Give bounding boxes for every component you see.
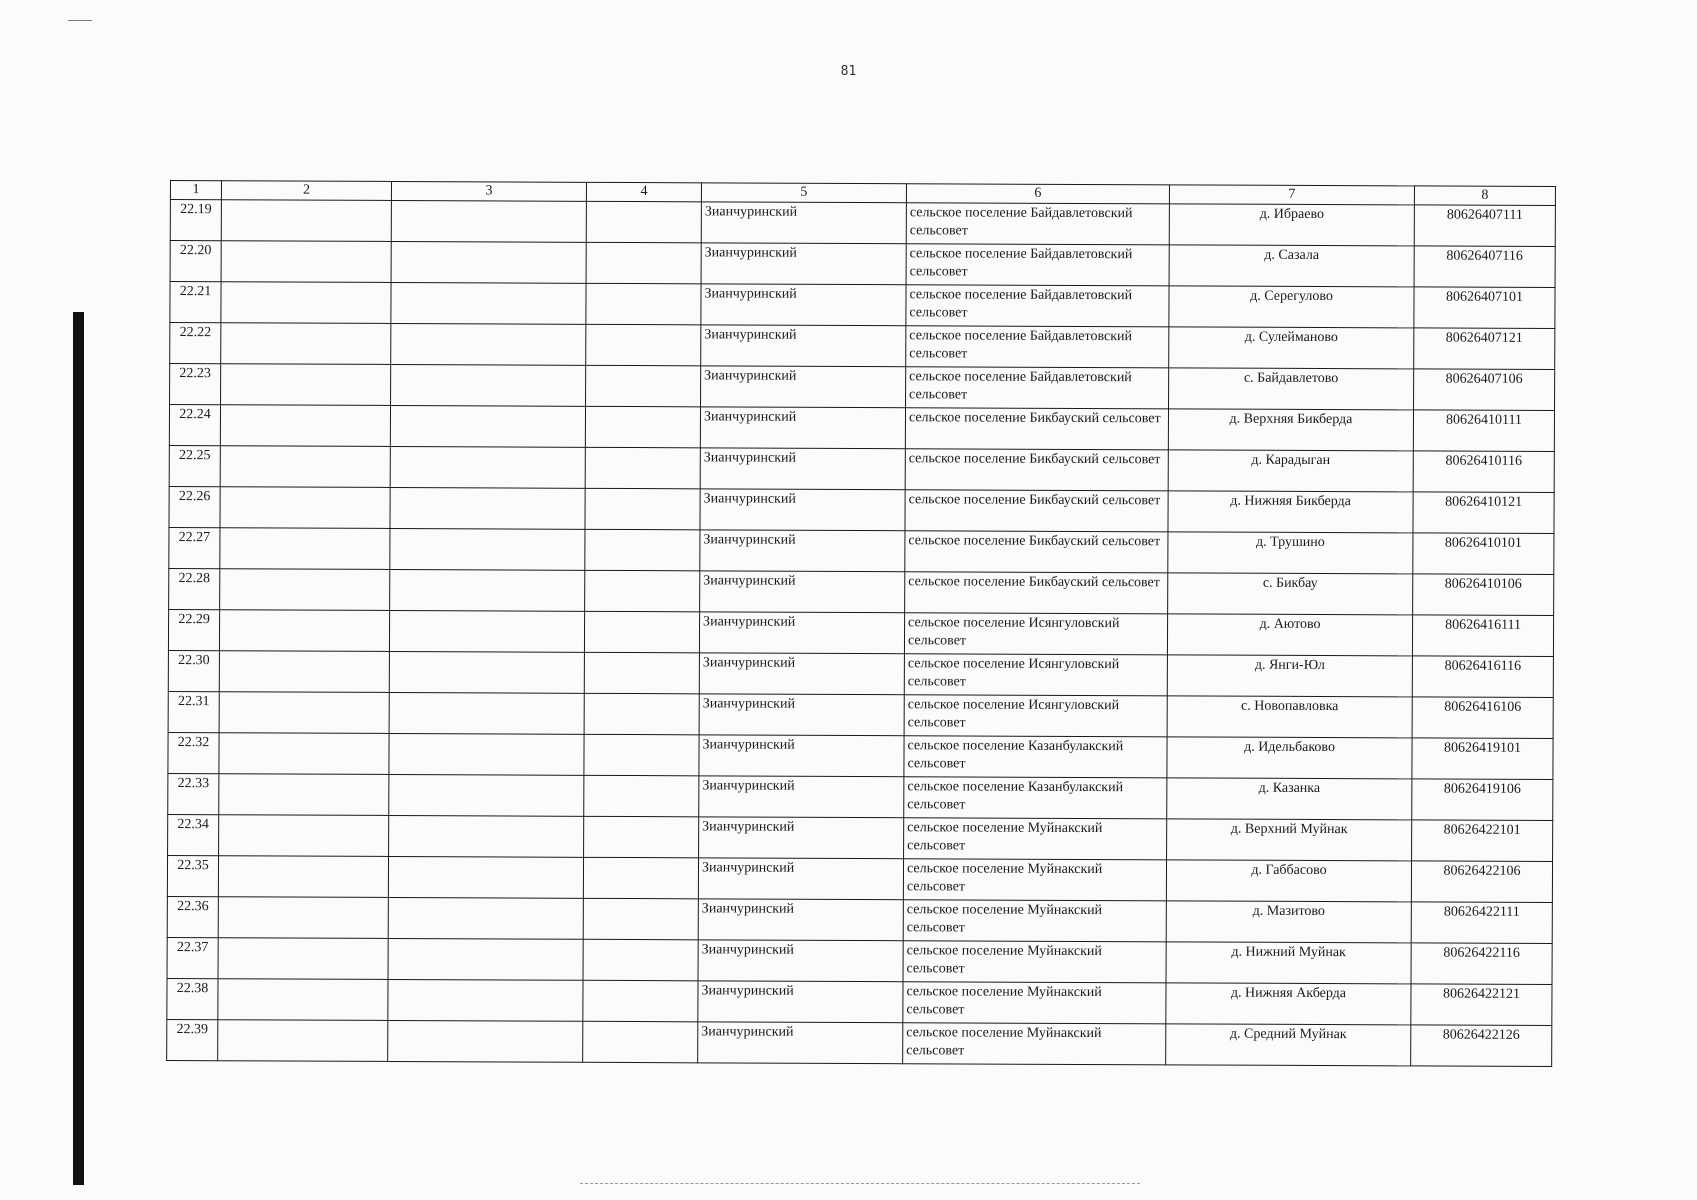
cell-col-4 <box>586 242 701 284</box>
settlement-cell: сельское поселение Байдавлетовский сельсовет <box>906 326 1169 368</box>
cell-col-2 <box>219 733 389 775</box>
cell-col-2 <box>219 692 389 734</box>
locality-cell: д. Трушино <box>1168 532 1413 574</box>
locality-cell: д. Мазитово <box>1166 901 1411 943</box>
oktmo-code-cell: 80626416116 <box>1412 656 1553 698</box>
row-number: 22.25 <box>169 445 220 486</box>
district-cell: Зианчуринский <box>701 325 906 367</box>
row-number: 22.33 <box>168 773 219 814</box>
settlement-cell: сельское поселение Байдавлетовский сельсовет <box>906 285 1169 327</box>
cell-col-4 <box>583 1021 698 1063</box>
table-row <box>168 650 1553 697</box>
cell-col-2 <box>220 405 390 447</box>
cell-col-4 <box>585 447 700 489</box>
cell-col-4 <box>586 365 701 407</box>
settlement-cell: сельское поселение Бикбауский сельсовет <box>905 531 1168 573</box>
column-header: 7 <box>1169 185 1414 205</box>
oktmo-code-cell: 80626422106 <box>1411 861 1552 903</box>
district-cell: Зианчуринский <box>701 284 906 326</box>
row-number: 22.29 <box>168 609 219 650</box>
district-cell: Зианчуринский <box>700 407 905 449</box>
row-number: 22.37 <box>167 937 218 978</box>
settlement-cell: сельское поселение Муйнакский сельсовет <box>903 859 1166 901</box>
table-row <box>170 282 1555 329</box>
locality-cell: с. Новопавловка <box>1167 696 1412 738</box>
locality-cell: д. Нижний Муйнак <box>1166 942 1411 984</box>
cell-col-3 <box>391 241 586 283</box>
settlement-cell: сельское поселение Бикбауский сельсовет <box>905 449 1168 491</box>
row-number: 22.26 <box>169 486 220 527</box>
row-number: 22.31 <box>168 691 219 732</box>
row-number: 22.21 <box>170 282 221 323</box>
table-row <box>170 241 1555 288</box>
oktmo-code-cell: 80626410121 <box>1413 492 1554 534</box>
table-row <box>167 1019 1552 1066</box>
cell-col-3 <box>391 364 586 406</box>
table-row <box>167 896 1552 943</box>
cell-col-3 <box>388 938 583 980</box>
cell-col-3 <box>389 692 584 734</box>
locality-cell: д. Идельбаково <box>1167 737 1412 779</box>
cell-col-3 <box>389 733 584 775</box>
district-cell: Зианчуринский <box>700 571 905 613</box>
oktmo-code-cell: 80626407101 <box>1414 287 1555 329</box>
cell-col-4 <box>586 201 701 243</box>
settlement-cell: сельское поселение Бикбауский сельсовет <box>905 408 1168 450</box>
district-cell: Зианчуринский <box>699 817 904 859</box>
cell-col-4 <box>584 734 699 776</box>
table-row <box>167 937 1552 984</box>
row-number: 22.19 <box>170 200 221 241</box>
row-number: 22.28 <box>169 568 220 609</box>
locality-cell: д. Янги-Юл <box>1167 655 1412 697</box>
cell-col-3 <box>389 815 584 857</box>
cell-col-3 <box>388 856 583 898</box>
cell-col-3 <box>389 774 584 816</box>
locality-cell: д. Сулейманово <box>1169 327 1414 369</box>
oktmo-code-cell: 80626410101 <box>1413 533 1554 575</box>
oktmo-code-cell: 80626422121 <box>1411 984 1552 1026</box>
table-row <box>169 527 1554 574</box>
scan-edge-shadow <box>73 312 84 1185</box>
table-row <box>170 323 1555 370</box>
cell-col-3 <box>391 282 586 324</box>
locality-cell: д. Аютово <box>1167 614 1412 656</box>
column-header: 1 <box>170 181 221 200</box>
cell-col-2 <box>221 241 391 283</box>
district-cell: Зианчуринский <box>698 981 903 1023</box>
district-cell: Зианчуринский <box>698 858 903 900</box>
settlement-cell: сельское поселение Муйнакский сельсовет <box>903 900 1166 942</box>
cell-col-3 <box>391 323 586 365</box>
locality-cell: д. Габбасово <box>1166 860 1411 902</box>
cell-col-4 <box>585 488 700 530</box>
cell-col-4 <box>585 570 700 612</box>
locality-cell: д. Ибраево <box>1169 204 1414 246</box>
district-cell: Зианчуринский <box>701 366 906 408</box>
cell-col-2 <box>219 610 389 652</box>
cell-col-2 <box>220 528 390 570</box>
row-number: 22.27 <box>169 527 220 568</box>
oktmo-code-cell: 80626407116 <box>1414 246 1555 288</box>
cell-col-3 <box>389 610 584 652</box>
table-row <box>170 364 1555 411</box>
cell-col-4 <box>583 980 698 1022</box>
locality-cell: д. Казанка <box>1167 778 1412 820</box>
cell-col-2 <box>221 200 391 242</box>
locality-cell: д. Средний Муйнак <box>1166 1024 1411 1066</box>
locality-cell: д. Нижняя Акберда <box>1166 983 1411 1025</box>
cell-col-4 <box>586 324 701 366</box>
column-header: 3 <box>391 181 586 201</box>
oktmo-code-cell: 80626410116 <box>1413 451 1554 493</box>
table-row <box>169 405 1554 452</box>
cell-col-4 <box>584 693 699 735</box>
table-row <box>167 978 1552 1025</box>
settlement-cell: сельское поселение Муйнакский сельсовет <box>903 941 1166 983</box>
cell-col-4 <box>585 529 700 571</box>
oktmo-code-cell: 80626407106 <box>1414 369 1555 411</box>
locality-cell: с. Бикбау <box>1168 573 1413 615</box>
column-header: 4 <box>586 182 701 202</box>
oktmo-code-cell: 80626416111 <box>1412 615 1553 657</box>
page-number: 81 <box>840 64 857 79</box>
district-cell: Зианчуринский <box>698 940 903 982</box>
cell-col-4 <box>584 775 699 817</box>
settlement-cell: сельское поселение Исянгуловский сельсовет <box>904 654 1167 696</box>
district-cell: Зианчуринский <box>699 653 904 695</box>
district-cell: Зианчуринский <box>699 694 904 736</box>
table-row <box>168 814 1553 861</box>
row-number: 22.35 <box>167 855 218 896</box>
settlement-cell: сельское поселение Казанбулакский сельсовет <box>904 777 1167 819</box>
oktmo-code-cell: 80626410106 <box>1413 574 1554 616</box>
cell-col-2 <box>220 569 390 611</box>
cell-col-2 <box>219 815 389 857</box>
table-row <box>168 609 1553 656</box>
row-number: 22.39 <box>167 1019 218 1060</box>
cell-col-4 <box>586 283 701 325</box>
oktmo-code-cell: 80626419106 <box>1412 779 1553 821</box>
locality-cell: д. Верхний Муйнак <box>1167 819 1412 861</box>
table-row <box>168 732 1553 779</box>
table-row <box>168 691 1553 738</box>
column-header: 2 <box>221 181 391 201</box>
cell-col-3 <box>388 1020 583 1062</box>
locality-cell: д. Верхняя Бикберда <box>1168 409 1413 451</box>
table-row <box>169 568 1554 615</box>
cell-col-3 <box>390 405 585 447</box>
settlement-cell: сельское поселение Муйнакский сельсовет <box>903 982 1166 1024</box>
cell-col-2 <box>221 364 391 406</box>
locality-cell: д. Сазала <box>1169 245 1414 287</box>
cell-col-3 <box>391 200 586 242</box>
row-number: 22.38 <box>167 978 218 1019</box>
cell-col-4 <box>584 611 699 653</box>
settlement-cell: сельское поселение Казанбулакский сельсовет <box>904 736 1167 778</box>
cell-col-4 <box>584 652 699 694</box>
row-number: 22.32 <box>168 732 219 773</box>
oktmo-code-cell: 80626422116 <box>1411 943 1552 985</box>
table-row <box>170 200 1555 247</box>
table-row <box>168 773 1553 820</box>
settlement-cell: сельское поселение Байдавлетовский сельсовет <box>906 244 1169 286</box>
settlement-cell: сельское поселение Исянгуловский сельсовет <box>904 695 1167 737</box>
settlement-cell: сельское поселение Исянгуловский сельсовет <box>904 613 1167 655</box>
settlement-cell: сельское поселение Муйнакский сельсовет <box>903 1023 1166 1065</box>
scan-artifact-line <box>580 1183 1140 1184</box>
oktmo-code-cell: 80626419101 <box>1412 738 1553 780</box>
table-row <box>169 445 1554 492</box>
cell-col-2 <box>220 487 390 529</box>
cell-col-2 <box>220 446 390 488</box>
district-cell: Зианчуринский <box>701 243 906 285</box>
settlement-cell: сельское поселение Муйнакский сельсовет <box>904 818 1167 860</box>
row-number: 22.20 <box>170 241 221 282</box>
row-number: 22.22 <box>170 323 221 364</box>
cell-col-3 <box>388 897 583 939</box>
cell-col-3 <box>388 979 583 1021</box>
settlement-cell: сельское поселение Бикбауский сельсовет <box>905 572 1168 614</box>
table-row <box>169 486 1554 533</box>
cell-col-2 <box>218 979 388 1021</box>
row-number: 22.36 <box>167 896 218 937</box>
cell-col-2 <box>221 323 391 365</box>
district-cell: Зианчуринский <box>699 735 904 777</box>
cell-col-4 <box>583 898 698 940</box>
district-cell: Зианчуринский <box>698 899 903 941</box>
cell-col-4 <box>584 816 699 858</box>
cell-col-3 <box>390 487 585 529</box>
cell-col-2 <box>219 774 389 816</box>
district-cell: Зианчуринский <box>698 1022 903 1064</box>
cell-col-4 <box>585 406 700 448</box>
cell-col-4 <box>583 857 698 899</box>
settlement-cell: сельское поселение Байдавлетовский сельсовет <box>906 367 1169 409</box>
column-header: 6 <box>906 184 1169 204</box>
oktmo-code-cell: 80626422101 <box>1412 820 1553 862</box>
oktmo-code-cell: 80626422111 <box>1411 902 1552 944</box>
cell-col-3 <box>390 446 585 488</box>
oktmo-code-cell: 80626422126 <box>1411 1025 1552 1067</box>
cell-col-3 <box>389 651 584 693</box>
row-number: 22.34 <box>168 814 219 855</box>
oktmo-code-cell: 80626407111 <box>1414 205 1555 247</box>
column-header: 5 <box>701 183 906 203</box>
cell-col-3 <box>390 528 585 570</box>
district-cell: Зианчуринский <box>700 448 905 490</box>
oktmo-code-cell: 80626410111 <box>1413 410 1554 452</box>
cell-col-2 <box>218 856 388 898</box>
column-header: 8 <box>1414 186 1555 206</box>
cell-col-3 <box>390 569 585 611</box>
oktmo-code-cell: 80626407121 <box>1414 328 1555 370</box>
cell-col-2 <box>218 897 388 939</box>
district-cell: Зианчуринский <box>699 776 904 818</box>
locality-cell: д. Нижняя Бикберда <box>1168 491 1413 533</box>
cell-col-4 <box>583 939 698 981</box>
row-number: 22.30 <box>168 650 219 691</box>
scan-artifact-tick <box>68 20 92 21</box>
cell-col-2 <box>221 282 391 324</box>
row-number: 22.23 <box>170 364 221 405</box>
locality-cell: д. Карадыган <box>1168 450 1413 492</box>
locality-cell: д. Серегулово <box>1169 286 1414 328</box>
settlement-cell: сельское поселение Байдавлетовский сельсовет <box>906 203 1169 245</box>
district-cell: Зианчуринский <box>699 612 904 654</box>
cell-col-2 <box>219 651 389 693</box>
locality-cell: с. Байдавлетово <box>1169 368 1414 410</box>
district-cell: Зианчуринский <box>700 489 905 531</box>
oktmo-code-cell: 80626416106 <box>1412 697 1553 739</box>
cell-col-2 <box>218 1020 388 1062</box>
settlement-cell: сельское поселение Бикбауский сельсовет <box>905 490 1168 532</box>
table-row <box>167 855 1552 902</box>
district-cell: Зианчуринский <box>700 530 905 572</box>
row-number: 22.24 <box>169 405 220 446</box>
cell-col-2 <box>218 938 388 980</box>
district-cell: Зианчуринский <box>701 202 906 244</box>
settlements-table <box>166 180 1556 1067</box>
